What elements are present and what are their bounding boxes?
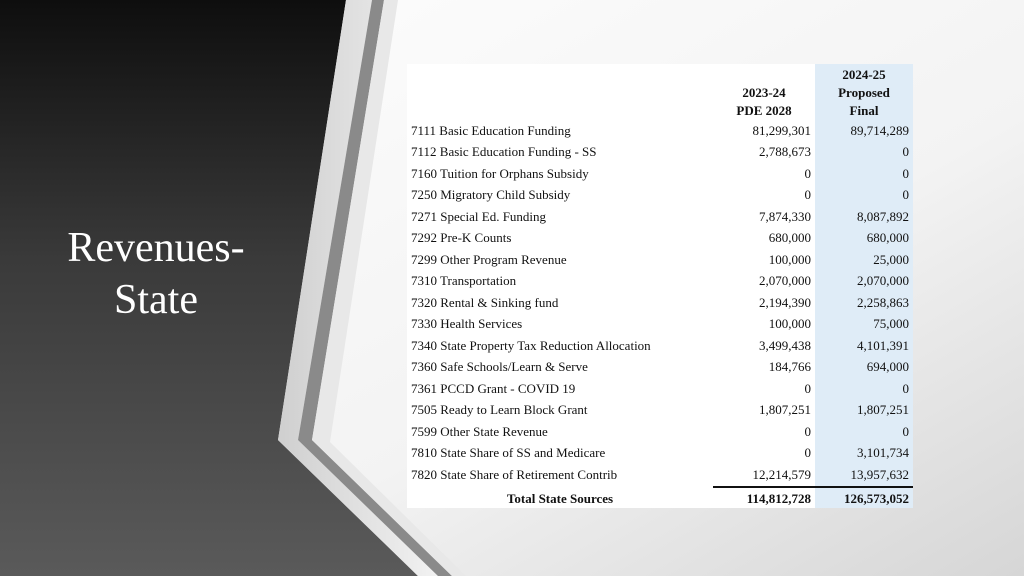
- row-value-2024-25: 0: [902, 380, 909, 396]
- slide-title-line-2: State: [114, 277, 198, 323]
- row-value-2023-24: 12,214,579: [752, 466, 811, 482]
- total-value-2023-24: 114,812,728: [713, 487, 815, 511]
- table-row: [407, 314, 913, 336]
- row-value-2024-25: 89,714,289: [850, 122, 909, 138]
- row-value-2024-25: 2,070,000: [857, 273, 909, 289]
- row-value-2024-25: 8,087,892: [857, 208, 909, 224]
- row-value-2023-24: 0: [804, 380, 811, 396]
- row-label: 7271 Special Ed. Funding: [411, 208, 547, 224]
- row-value-2024-25: 0: [902, 423, 909, 439]
- header-2024-25: [815, 64, 913, 120]
- row-label: 7361 PCCD Grant - COVID 19: [411, 380, 576, 396]
- row-value-2023-24: 0: [804, 445, 811, 461]
- row-value-2024-25: 13,957,632: [850, 466, 909, 482]
- table-row: [407, 443, 913, 465]
- row-value-2023-24: 81,299,301: [752, 122, 811, 138]
- row-label: 7112 Basic Education Funding - SS: [411, 144, 597, 160]
- table-header-row: [407, 64, 913, 120]
- row-value-2023-24: 2,070,000: [759, 273, 811, 289]
- row-value-2023-24: 184,766: [768, 359, 811, 375]
- row-label: 7111 Basic Education Funding: [411, 122, 571, 138]
- row-value-2023-24: 2,788,673: [759, 144, 811, 160]
- row-label: 7599 Other State Revenue: [411, 423, 548, 439]
- row-value-2024-25: 694,000: [866, 359, 909, 375]
- row-label: 7330 Health Services: [411, 316, 523, 332]
- row-label: 7810 State Share of SS and Medicare: [411, 445, 606, 461]
- table-row: [407, 400, 913, 422]
- row-label: 7299 Other Program Revenue: [411, 251, 567, 267]
- row-value-2024-25: 3,101,734: [857, 445, 909, 461]
- row-label: 7820 State Share of Retirement Contrib: [411, 467, 618, 483]
- slide-title: [40, 222, 272, 326]
- row-value-2023-24: 2,194,390: [759, 294, 811, 310]
- row-value-2024-25: 0: [902, 187, 909, 203]
- row-value-2024-25: 1,807,251: [857, 402, 909, 418]
- row-label: 7310 Transportation: [411, 273, 517, 289]
- table-row: [407, 163, 913, 185]
- row-value-2024-25: 2,258,863: [857, 294, 909, 310]
- row-value-2023-24: 0: [804, 165, 811, 181]
- row-label: 7360 Safe Schools/Learn & Serve: [411, 359, 588, 375]
- total-value-2024-25: 126,573,052: [815, 487, 913, 511]
- row-value-2024-25: 4,101,391: [857, 337, 909, 353]
- row-value-2024-25: 0: [902, 144, 909, 160]
- header-2024-25-line-1: 2024-25: [842, 67, 886, 82]
- slide-title-line-1: Revenues-: [67, 225, 245, 271]
- row-label: 7320 Rental & Sinking fund: [411, 294, 559, 310]
- table-row: [407, 271, 913, 293]
- row-label: 7340 State Property Tax Reduction Allocation: [411, 337, 651, 353]
- row-value-2023-24: 100,000: [768, 316, 811, 332]
- row-label: 7292 Pre-K Counts: [411, 230, 512, 246]
- row-label: 7160 Tuition for Orphans Subsidy: [411, 165, 589, 181]
- table-row: [407, 249, 913, 271]
- header-2024-25-line-3: Final: [849, 103, 879, 118]
- row-label: 7505 Ready to Learn Block Grant: [411, 402, 588, 418]
- row-value-2023-24: 100,000: [768, 251, 811, 267]
- row-value-2023-24: 3,499,438: [759, 337, 811, 353]
- table-row: [407, 378, 913, 400]
- header-2023-24: [713, 64, 815, 120]
- row-value-2023-24: 680,000: [768, 230, 811, 246]
- table-row: [407, 464, 913, 487]
- state-revenue-table: [407, 64, 913, 511]
- table-row: [407, 335, 913, 357]
- table-row: [407, 292, 913, 314]
- header-2023-24-line-2: PDE 2028: [736, 103, 792, 118]
- row-value-2024-25: 75,000: [873, 316, 909, 332]
- table-row: [407, 120, 913, 142]
- table-row: [407, 421, 913, 443]
- row-value-2023-24: 0: [804, 187, 811, 203]
- total-label: Total State Sources: [506, 490, 614, 506]
- row-value-2023-24: 1,807,251: [759, 402, 811, 418]
- table-row: [407, 228, 913, 250]
- total-row: [407, 487, 913, 511]
- table-row: [407, 206, 913, 228]
- row-value-2024-25: 25,000: [873, 251, 909, 267]
- table-row: [407, 185, 913, 207]
- row-value-2023-24: 0: [804, 423, 811, 439]
- header-2024-25-line-2: Proposed: [838, 85, 890, 100]
- row-value-2024-25: 0: [902, 165, 909, 181]
- row-label: 7250 Migratory Child Subsidy: [411, 187, 571, 203]
- row-value-2024-25: 680,000: [866, 230, 909, 246]
- row-value-2023-24: 7,874,330: [759, 208, 811, 224]
- header-2023-24-line-1: 2023-24: [742, 85, 786, 100]
- table-row: [407, 142, 913, 164]
- header-account: [407, 64, 713, 120]
- state-revenue-table-card: [407, 64, 913, 508]
- table-row: [407, 357, 913, 379]
